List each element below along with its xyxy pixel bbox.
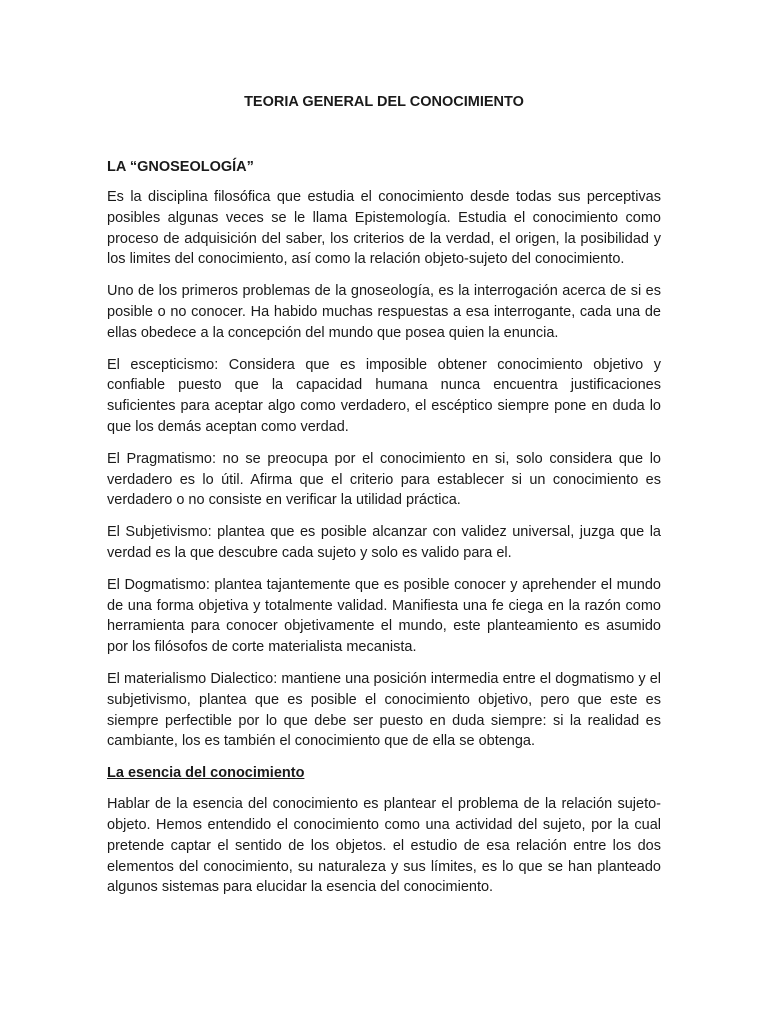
section-heading-gnoseologia: LA “GNOSEOLOGÍA” (107, 159, 254, 175)
paragraph: Uno de los primeros problemas de la gnoseología, es la interrogación acerca de si es posible o no conocer. Ha habido muchas respuestas a esa interrogante, cada una de ellas obedece a la concepción del mundo que posea quien la enuncia. (107, 283, 661, 341)
paragraph: Hablar de la esencia del conocimiento es plantear el problema de la relación sujeto-objeto. Hemos entendido el conocimiento como una actividad del sujeto, por la cual pretende captar el sentido de los objetos. el estudio de esa relación entre los dos elementos del conocimiento, su naturaleza y sus límites, es lo que se han planteado algunos sistemas para elucidar la esencia del conocimiento. (107, 796, 661, 896)
paragraph: El Pragmatismo: no se preocupa por el conocimiento en si, solo considera que lo verdadero es lo útil. Afirma que el criterio para establecer si un conocimiento es verdadero o no consiste en verificar la utilidad práctica. (107, 450, 661, 509)
paragraph: El materialismo Dialectico: mantiene una posición intermedia entre el dogmatismo y el subjetivismo, plantea que es posible el conocimiento objetivo, pero que este es siempre perfectible por lo que debe ser puesto en duda siempre: si la realidad es cambiante, los es también el conocimiento que de ella se obtenga. (107, 670, 661, 750)
paragraph: El Subjetivismo: plantea que es posible alcanzar con validez universal, juzga que la verdad es la que descubre cada sujeto y solo es valido para el. (107, 524, 661, 561)
paragraph: Es la disciplina filosófica que estudia el conocimiento desde todas sus perceptivas posibles algunas veces se le llama Epistemología. Estudia el conocimiento como proceso de adquisición del saber, los criterios de la verdad, el origen, la posibilidad y los limites del conocimiento, así como la relación objeto-sujeto del conocimiento. (107, 189, 661, 268)
paragraph: El escepticismo: Considera que es imposible obtener conocimiento objetivo y confiable puesto que la capacidad humana nunca encuentra justificaciones suficientes para aceptar algo como verdadero, el escéptico siempre pone en duda lo que los demás aceptan como verdad. (107, 356, 661, 435)
paragraph: El Dogmatismo: plantea tajantemente que es posible conocer y aprehender el mundo de una forma objetiva y totalmente validad. Manifiesta una fe ciega en la razón como herramienta para conocer objetivamente el mundo, este planteamiento es asumido por los filósofos de corte materialista mecanista. (107, 576, 661, 656)
subheading-esencia: La esencia del conocimiento (107, 765, 305, 782)
document-body (107, 92, 661, 909)
document-title: TEORIA GENERAL DEL CONOCIMIENTO (244, 94, 524, 110)
